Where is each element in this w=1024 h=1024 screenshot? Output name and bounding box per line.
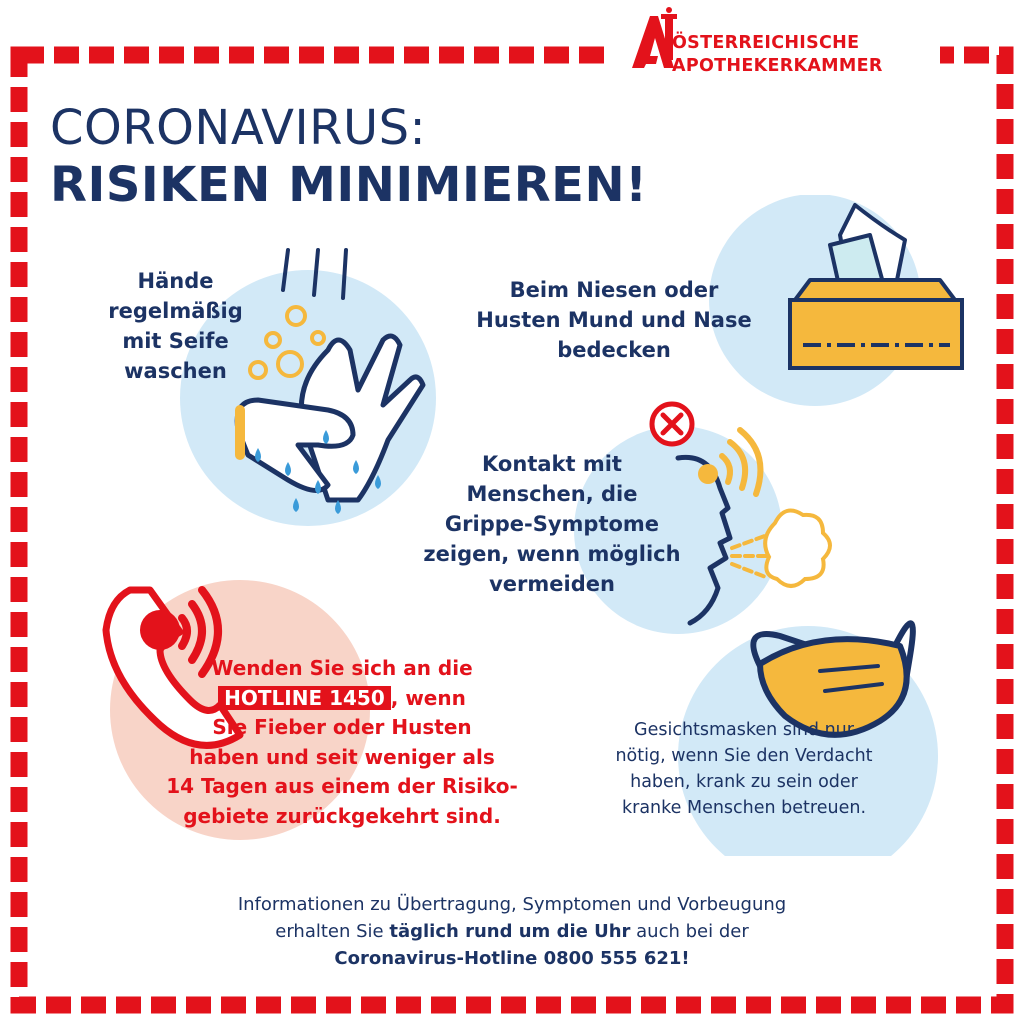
tip-contact-line: Kontakt mit	[482, 452, 622, 476]
tip-contact-line: Grippe-Symptome	[444, 512, 660, 536]
title-line-2: RISIKEN MINIMIEREN!	[50, 157, 648, 213]
tip-hotline-line: 14 Tagen aus einem der Risiko-	[166, 774, 518, 798]
info-line-1: Informationen zu Übertragung, Symptomen und Vorbeugung	[237, 894, 787, 915]
apotheke-a-icon	[628, 6, 678, 74]
info-line-2-pre: erhalten Sie	[275, 921, 390, 942]
title-line-1: CORONAVIRUS:	[50, 100, 427, 156]
tip-wash-line: regelmäßig	[108, 299, 243, 323]
tip-mask-line: haben, krank zu sein oder	[630, 772, 858, 792]
tip-wash-text	[78, 266, 273, 386]
page-title	[50, 100, 648, 214]
tip-mask-line: nötig, wenn Sie den Verdacht	[615, 746, 873, 766]
tip-wash-line: mit Seife	[122, 329, 229, 353]
hotline-badge: HOTLINE 1450	[218, 686, 391, 710]
tip-sneeze-line: bedecken	[557, 338, 671, 362]
tip-hotline-line: Wenden Sie sich an die	[211, 656, 473, 680]
tip-contact-line: Menschen, die	[466, 482, 638, 506]
tip-mask-line: Gesichtsmasken sind nur	[634, 720, 854, 740]
tip-hotline-line	[122, 684, 562, 714]
logo-line-1: ÖSTERREICHISCHE	[672, 33, 860, 53]
tip-mask-line: kranke Menschen betreuen.	[621, 798, 867, 818]
tip-sneeze-line: Beim Niesen oder	[509, 278, 719, 302]
tip-hotline-line: gebiete zurückgekehrt sind.	[183, 803, 501, 828]
logo-line-2: APOTHEKERKAMMER	[672, 56, 883, 76]
tip-wash-line: Hände	[137, 269, 214, 293]
tip-contact-line: vermeiden	[489, 572, 615, 596]
tip-hotline-text	[122, 654, 562, 831]
tip-wash-line: waschen	[124, 359, 227, 383]
info-text	[140, 891, 884, 972]
info-line-2-post: auch bei der	[630, 921, 749, 942]
tip-contact-line: zeigen, wenn möglich	[423, 542, 681, 566]
info-line-2-bold: täglich rund um die Uhr	[389, 921, 631, 942]
tip-sneeze-text	[450, 275, 778, 365]
info-hotline-number: Coronavirus-Hotline 0800 555 621!	[334, 948, 690, 969]
logo-text	[672, 32, 932, 78]
tip-mask-text	[586, 717, 902, 821]
tip-hotline-line: Sie Fieber oder Husten	[212, 715, 472, 739]
tip-hotline-line-suffix: , wenn	[390, 685, 466, 710]
info-line-2	[140, 918, 884, 945]
tip-sneeze-line: Husten Mund und Nase	[476, 308, 752, 332]
info-hotline-line	[140, 945, 884, 972]
tip-contact-text	[392, 449, 712, 599]
tip-hotline-line: haben und seit weniger als	[189, 744, 495, 769]
